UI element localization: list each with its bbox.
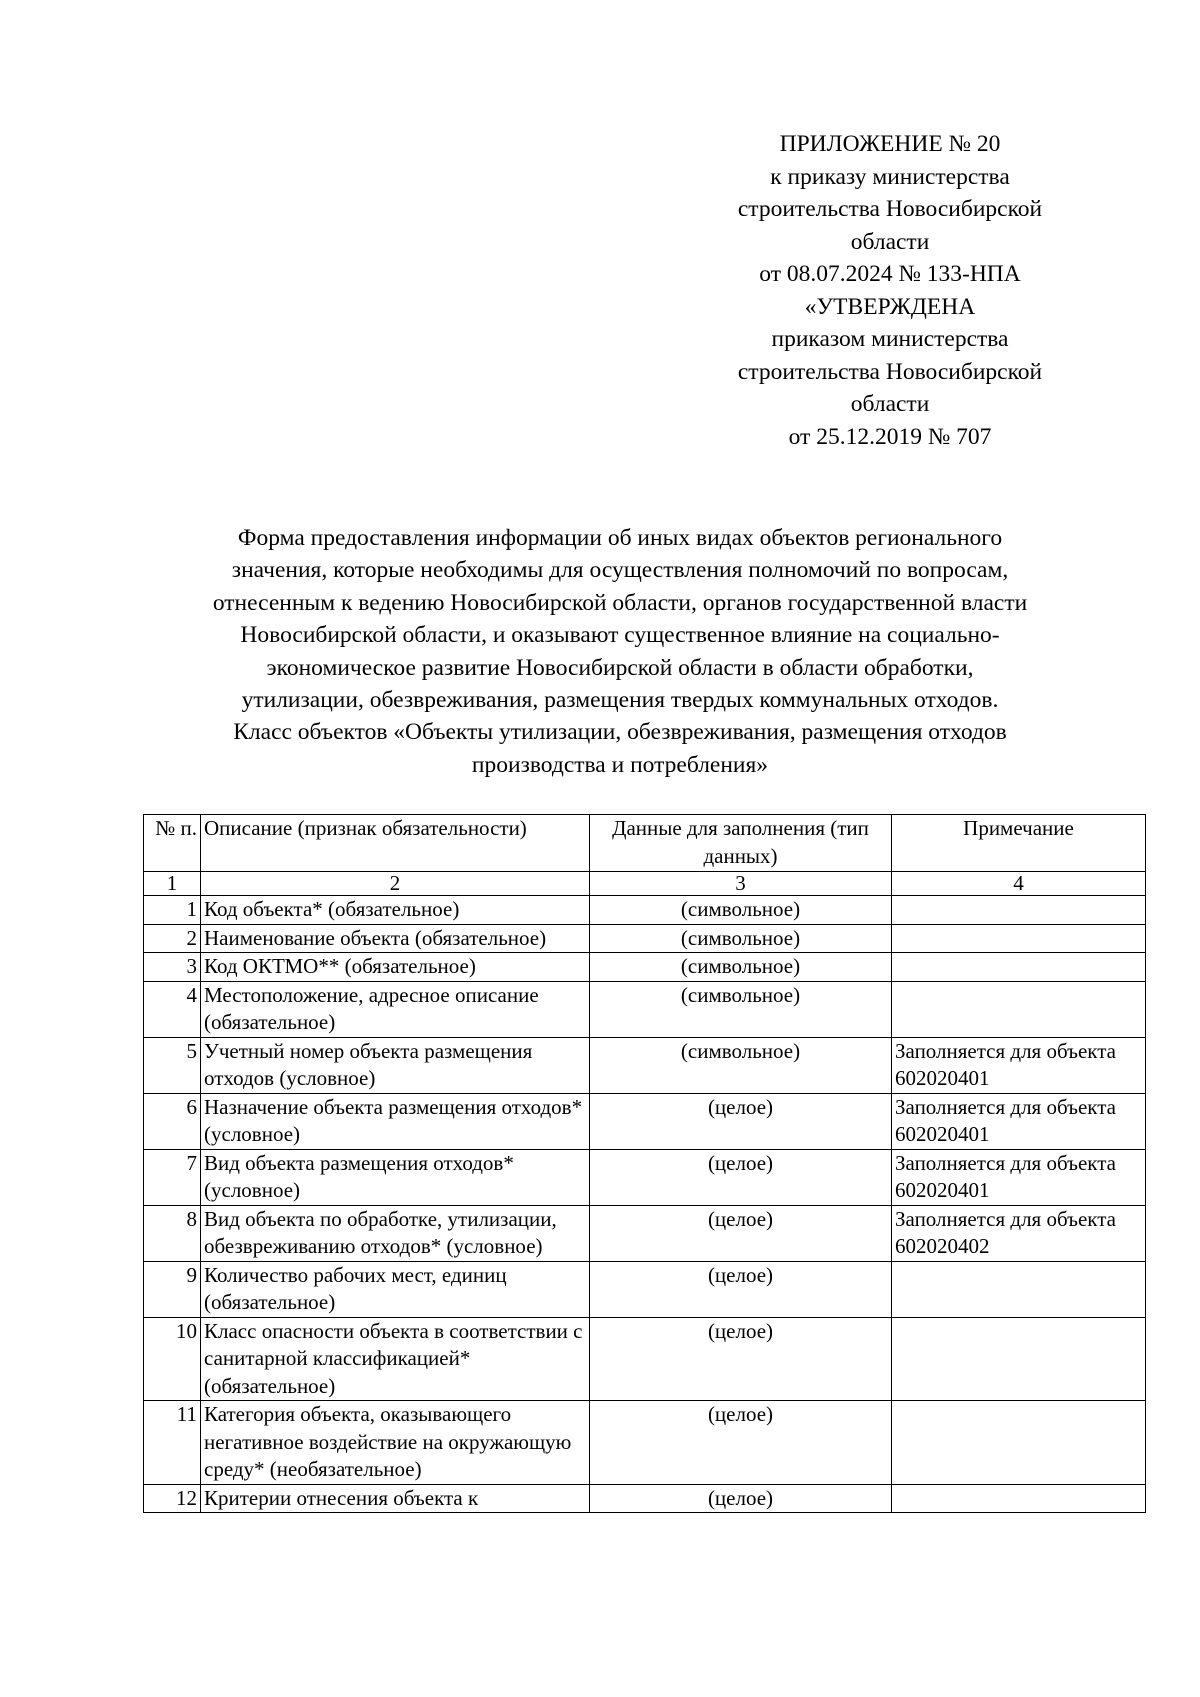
row-description: Критерии отнесения объекта к [201,1484,590,1513]
title-line: отнесенным к ведению Новосибирской области, органов государственной власти [212,589,1028,616]
row-data-type: (целое) [590,1205,892,1261]
column-header-data: Данные для заполнения (тип данных) [590,815,892,872]
row-data-type: (целое) [590,1484,892,1513]
row-description: Местоположение, адресное описание (обязательное) [201,981,590,1037]
table-row [144,1205,1146,1261]
row-number: 6 [144,1093,201,1149]
row-note [892,1261,1146,1317]
row-description: Назначение объекта размещения отходов* (условное) [201,1093,590,1149]
column-number: 2 [201,872,590,896]
appendix-header [700,128,1080,453]
form-table [143,814,1146,1513]
header-line: строительства Новосибирской [737,196,1043,222]
row-data-type: (целое) [590,1093,892,1149]
header-line: от 08.07.2024 № 133-НПА [759,261,1021,287]
row-description: Вид объекта размещения отходов* (условное) [201,1149,590,1205]
title-line: экономическое развитие Новосибирской области в области обработки, [266,654,974,681]
header-line: «УТВЕРЖДЕНА [804,293,976,320]
row-note [892,1484,1146,1513]
row-note [892,981,1146,1037]
row-data-type: (символьное) [590,896,892,925]
row-number: 8 [144,1205,201,1261]
row-data-type: (символьное) [590,924,892,953]
column-number: 4 [892,872,1146,896]
row-description: Код объекта* (обязательное) [201,896,590,925]
row-number: 3 [144,953,201,982]
row-note [892,953,1146,982]
row-description: Категория объекта, оказывающего негативное воздействие на окружающую среду* (необязательное) [201,1401,590,1485]
column-header-desc: Описание (признак обязательности) [201,815,590,872]
table-header-row [144,815,1146,872]
row-number: 12 [144,1484,201,1513]
title-line: значения, которые необходимы для осуществления полномочий по вопросам, [231,557,1009,584]
table-row [144,1484,1146,1513]
row-data-type: (символьное) [590,981,892,1037]
row-number: 1 [144,896,201,925]
column-number: 1 [144,872,201,896]
title-line: Форма предоставления информации об иных видах объектов регионального [237,525,1003,551]
row-number: 10 [144,1317,201,1401]
row-description: Код ОКТМО** (обязательное) [201,953,590,982]
table-row [144,1093,1146,1149]
row-number: 4 [144,981,201,1037]
column-number: 3 [590,872,892,896]
form-title [120,522,1120,781]
table-row [144,1317,1146,1401]
header-line: области [850,228,930,255]
row-data-type: (символьное) [590,953,892,982]
column-numbers-row [144,872,1146,896]
row-note [892,1317,1146,1401]
row-number: 5 [144,1037,201,1093]
row-note: Заполняется для объекта 602020401 [892,1093,1146,1149]
row-data-type: (целое) [590,1261,892,1317]
column-header-note: Примечание [892,815,1146,872]
row-note [892,896,1146,925]
row-number: 11 [144,1401,201,1485]
column-header-num: № п. [144,815,201,872]
table-row [144,1037,1146,1093]
table-row [144,981,1146,1037]
table-row [144,1149,1146,1205]
row-description: Учетный номер объекта размещения отходов (условное) [201,1037,590,1093]
table-row [144,896,1146,925]
row-description: Наименование объекта (обязательное) [201,924,590,953]
row-description: Вид объекта по обработке, утилизации, обезвреживанию отходов* (условное) [201,1205,590,1261]
row-note [892,924,1146,953]
row-data-type: (символьное) [590,1037,892,1093]
table-row [144,953,1146,982]
header-line: к приказу министерства [770,163,1010,190]
row-note [892,1401,1146,1485]
row-note: Заполняется для объекта 602020402 [892,1205,1146,1261]
row-note: Заполняется для объекта 602020401 [892,1037,1146,1093]
row-description: Количество рабочих мест, единиц (обязательное) [201,1261,590,1317]
title-line: утилизации, обезвреживания, размещения твердых коммунальных отходов. [241,687,999,714]
row-data-type: (целое) [590,1149,892,1205]
title-line: Новосибирской области, и оказывают существенное влияние на социально- [240,622,1000,649]
header-line: ПРИЛОЖЕНИЕ № 20 [779,131,1001,157]
title-line: Класс объектов «Объекты утилизации, обезвреживания, размещения отходов [233,719,1007,746]
header-line: от 25.12.2019 № 707 [788,423,992,450]
row-description: Класс опасности объекта в соответствии с санитарной классификацией* (обязательное) [201,1317,590,1401]
row-number: 2 [144,924,201,953]
row-note: Заполняется для объекта 602020401 [892,1149,1146,1205]
header-line: области [850,391,930,417]
header-line: строительства Новосибирской [737,358,1043,385]
row-data-type: (целое) [590,1401,892,1485]
table-row [144,924,1146,953]
row-number: 7 [144,1149,201,1205]
table-row [144,1401,1146,1485]
table-row [144,1261,1146,1317]
row-number: 9 [144,1261,201,1317]
title-line: производства и потребления» [471,751,769,778]
row-data-type: (целое) [590,1317,892,1401]
header-line: приказом министерства [771,326,1009,352]
